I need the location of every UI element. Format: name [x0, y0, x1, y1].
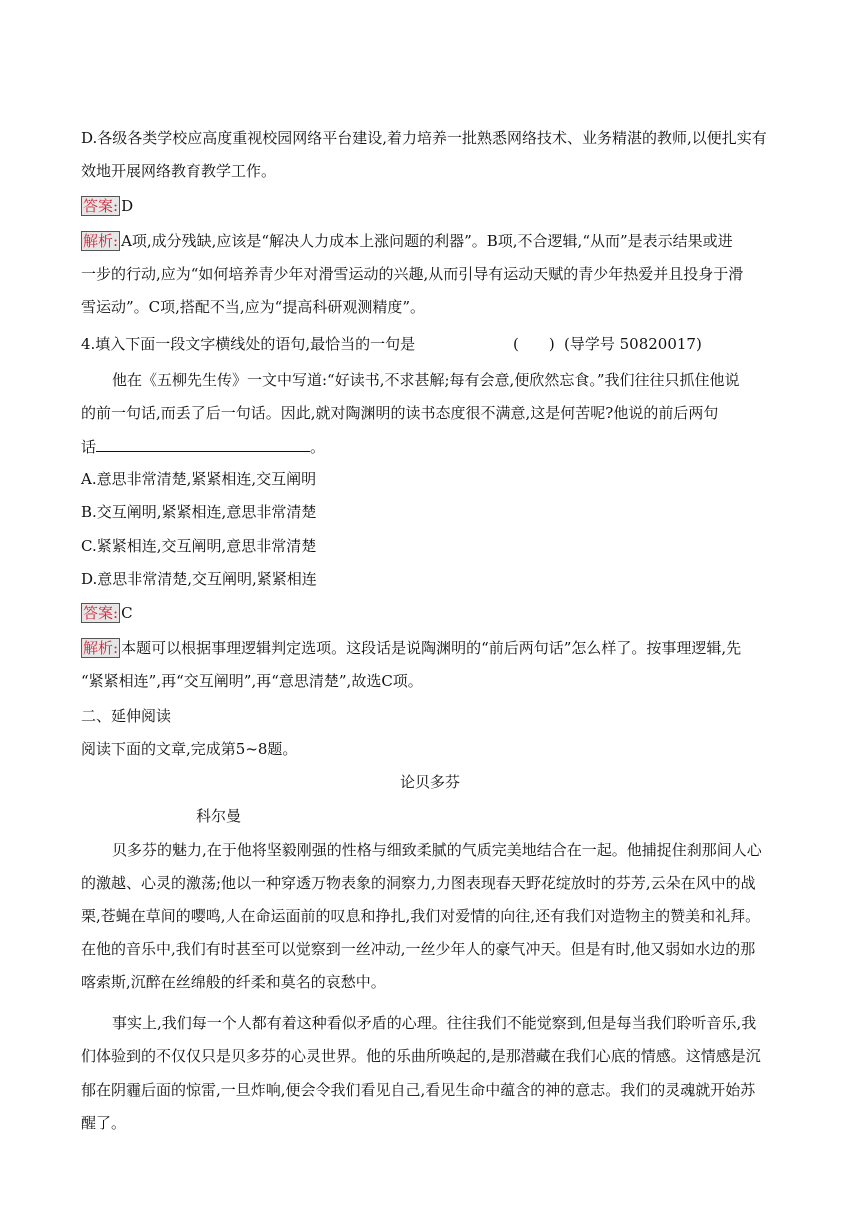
q4-option-b: B.交互阐明,紧紧相连,意思非常清楚 [81, 503, 317, 521]
answer-value: D [121, 197, 134, 215]
answer-label-box: 答案: [83, 197, 119, 215]
analysis-text: 本题可以根据事理逻辑判定选项。这段话是说陶渊明的“前后两句话”怎么样了。按事理逻辑,先 [121, 639, 742, 657]
q4-option-c: C.紧紧相连,交互阐明,意思非常清楚 [81, 537, 317, 555]
passage-text: 。 [310, 438, 326, 456]
article-paragraph1-line5: 喀索斯,沉醉在丝绵般的纤柔和莫名的哀愁中。 [81, 973, 386, 991]
article-paragraph1-line2: 的激越、心灵的激荡;他以一种穿透万物表象的洞察力,力图表现春天野花绽放时的芬芳,云朵在风中的战 [81, 874, 756, 892]
q4-answer [81, 603, 133, 623]
article-paragraph2-line2: 们体验到的不仅仅只是贝多芬的心灵世界。他的乐曲所唤起的,是那潜藏在我们心底的情感。这情感是沉 [81, 1047, 761, 1065]
q3-answer [81, 196, 133, 216]
fill-in-blank [96, 436, 310, 452]
analysis-label-box: 解析: [83, 639, 119, 657]
q3-analysis-line1 [81, 231, 733, 251]
q4-analysis-line1 [81, 638, 741, 658]
article-paragraph1-line1: 贝多芬的魅力,在于他将坚毅刚强的性格与细致柔腻的气质完美地结合在一起。他捕捉住刹那间人心 [112, 841, 762, 859]
article-paragraph2-line4: 醒了。 [81, 1114, 127, 1132]
q3-analysis-line2: 一步的行动,应为“如何培养青少年对滑雪运动的兴趣,从而引导有运动天赋的青少年热爱并且投身于滑 [81, 265, 744, 283]
article-paragraph1-line4: 在他的音乐中,我们有时甚至可以觉察到一丝冲动,一丝少年人的豪气冲天。但是有时,他又弱如水边的那 [81, 940, 756, 958]
section-heading: 二、延伸阅读 [81, 707, 172, 725]
q4-analysis-line2: “紧紧相连”,再“交互阐明”,再“意思清楚”,故选C项。 [81, 672, 423, 690]
article-paragraph2-line1: 事实上,我们每一个人都有着这种看似矛盾的心理。往往我们不能觉察到,但是每当我们聆听音乐,我 [112, 1014, 757, 1032]
q4-stem-line [81, 334, 781, 354]
article-author: 科尔曼 [196, 807, 242, 825]
article-paragraph1-line3: 栗,苍蝇在草间的嘤鸣,人在命运面前的叹息和挣扎,我们对爱情的向往,还有我们对造物主的赞美和礼拜。 [81, 907, 761, 925]
q4-passage-line1: 他在《五柳先生传》一文中写道:“好读书,不求甚解;每有会意,便欣然忘食。”我们往往只抓住他说 [112, 371, 740, 389]
passage-text: 话 [81, 438, 97, 456]
q4-answer-paren: ( ) [513, 335, 555, 353]
answer-label-box: 答案: [83, 604, 119, 622]
analysis-text: A项,成分残缺,应该是“解决人力成本上涨问题的利器”。B项,不合逻辑,“从而”是表示结果或进 [121, 232, 733, 250]
q3-option-d-line1: D.各级各类学校应高度重视校园网络平台建设,着力培养一批熟悉网络技术、业务精湛的教师,以便扎实有 [81, 129, 767, 147]
q4-guide-number: (导学号 50820017) [564, 335, 702, 353]
article-paragraph2-line3: 郁在阴霾后面的惊雷,一旦炸响,便会令我们看见自己,看见生命中蕴含的神的意志。我们的灵魂就开始苏 [81, 1081, 756, 1099]
q4-stem: 4.填入下面一段文字横线处的语句,最恰当的一句是 [81, 335, 416, 353]
article-title: 论贝多芬 [399, 773, 460, 791]
q4-option-d: D.意思非常清楚,交互阐明,紧紧相连 [81, 570, 317, 588]
q4-passage-line2: 的前一句话,而丢了后一句话。因此,就对陶渊明的读书态度很不满意,这是何苦呢?他说的前后两句 [81, 404, 719, 422]
reading-instruction: 阅读下面的文章,完成第5~8题。 [81, 740, 298, 758]
q4-passage-line3 [81, 436, 325, 457]
answer-value: C [121, 604, 133, 622]
q4-option-a: A.意思非常清楚,紧紧相连,交互阐明 [81, 470, 317, 488]
analysis-label-box: 解析: [83, 232, 119, 250]
q3-analysis-line3: 雪运动”。C项,搭配不当,应为“提高科研观测精度”。 [81, 298, 426, 316]
q3-option-d-line2: 效地开展网络教育教学工作。 [81, 162, 277, 180]
